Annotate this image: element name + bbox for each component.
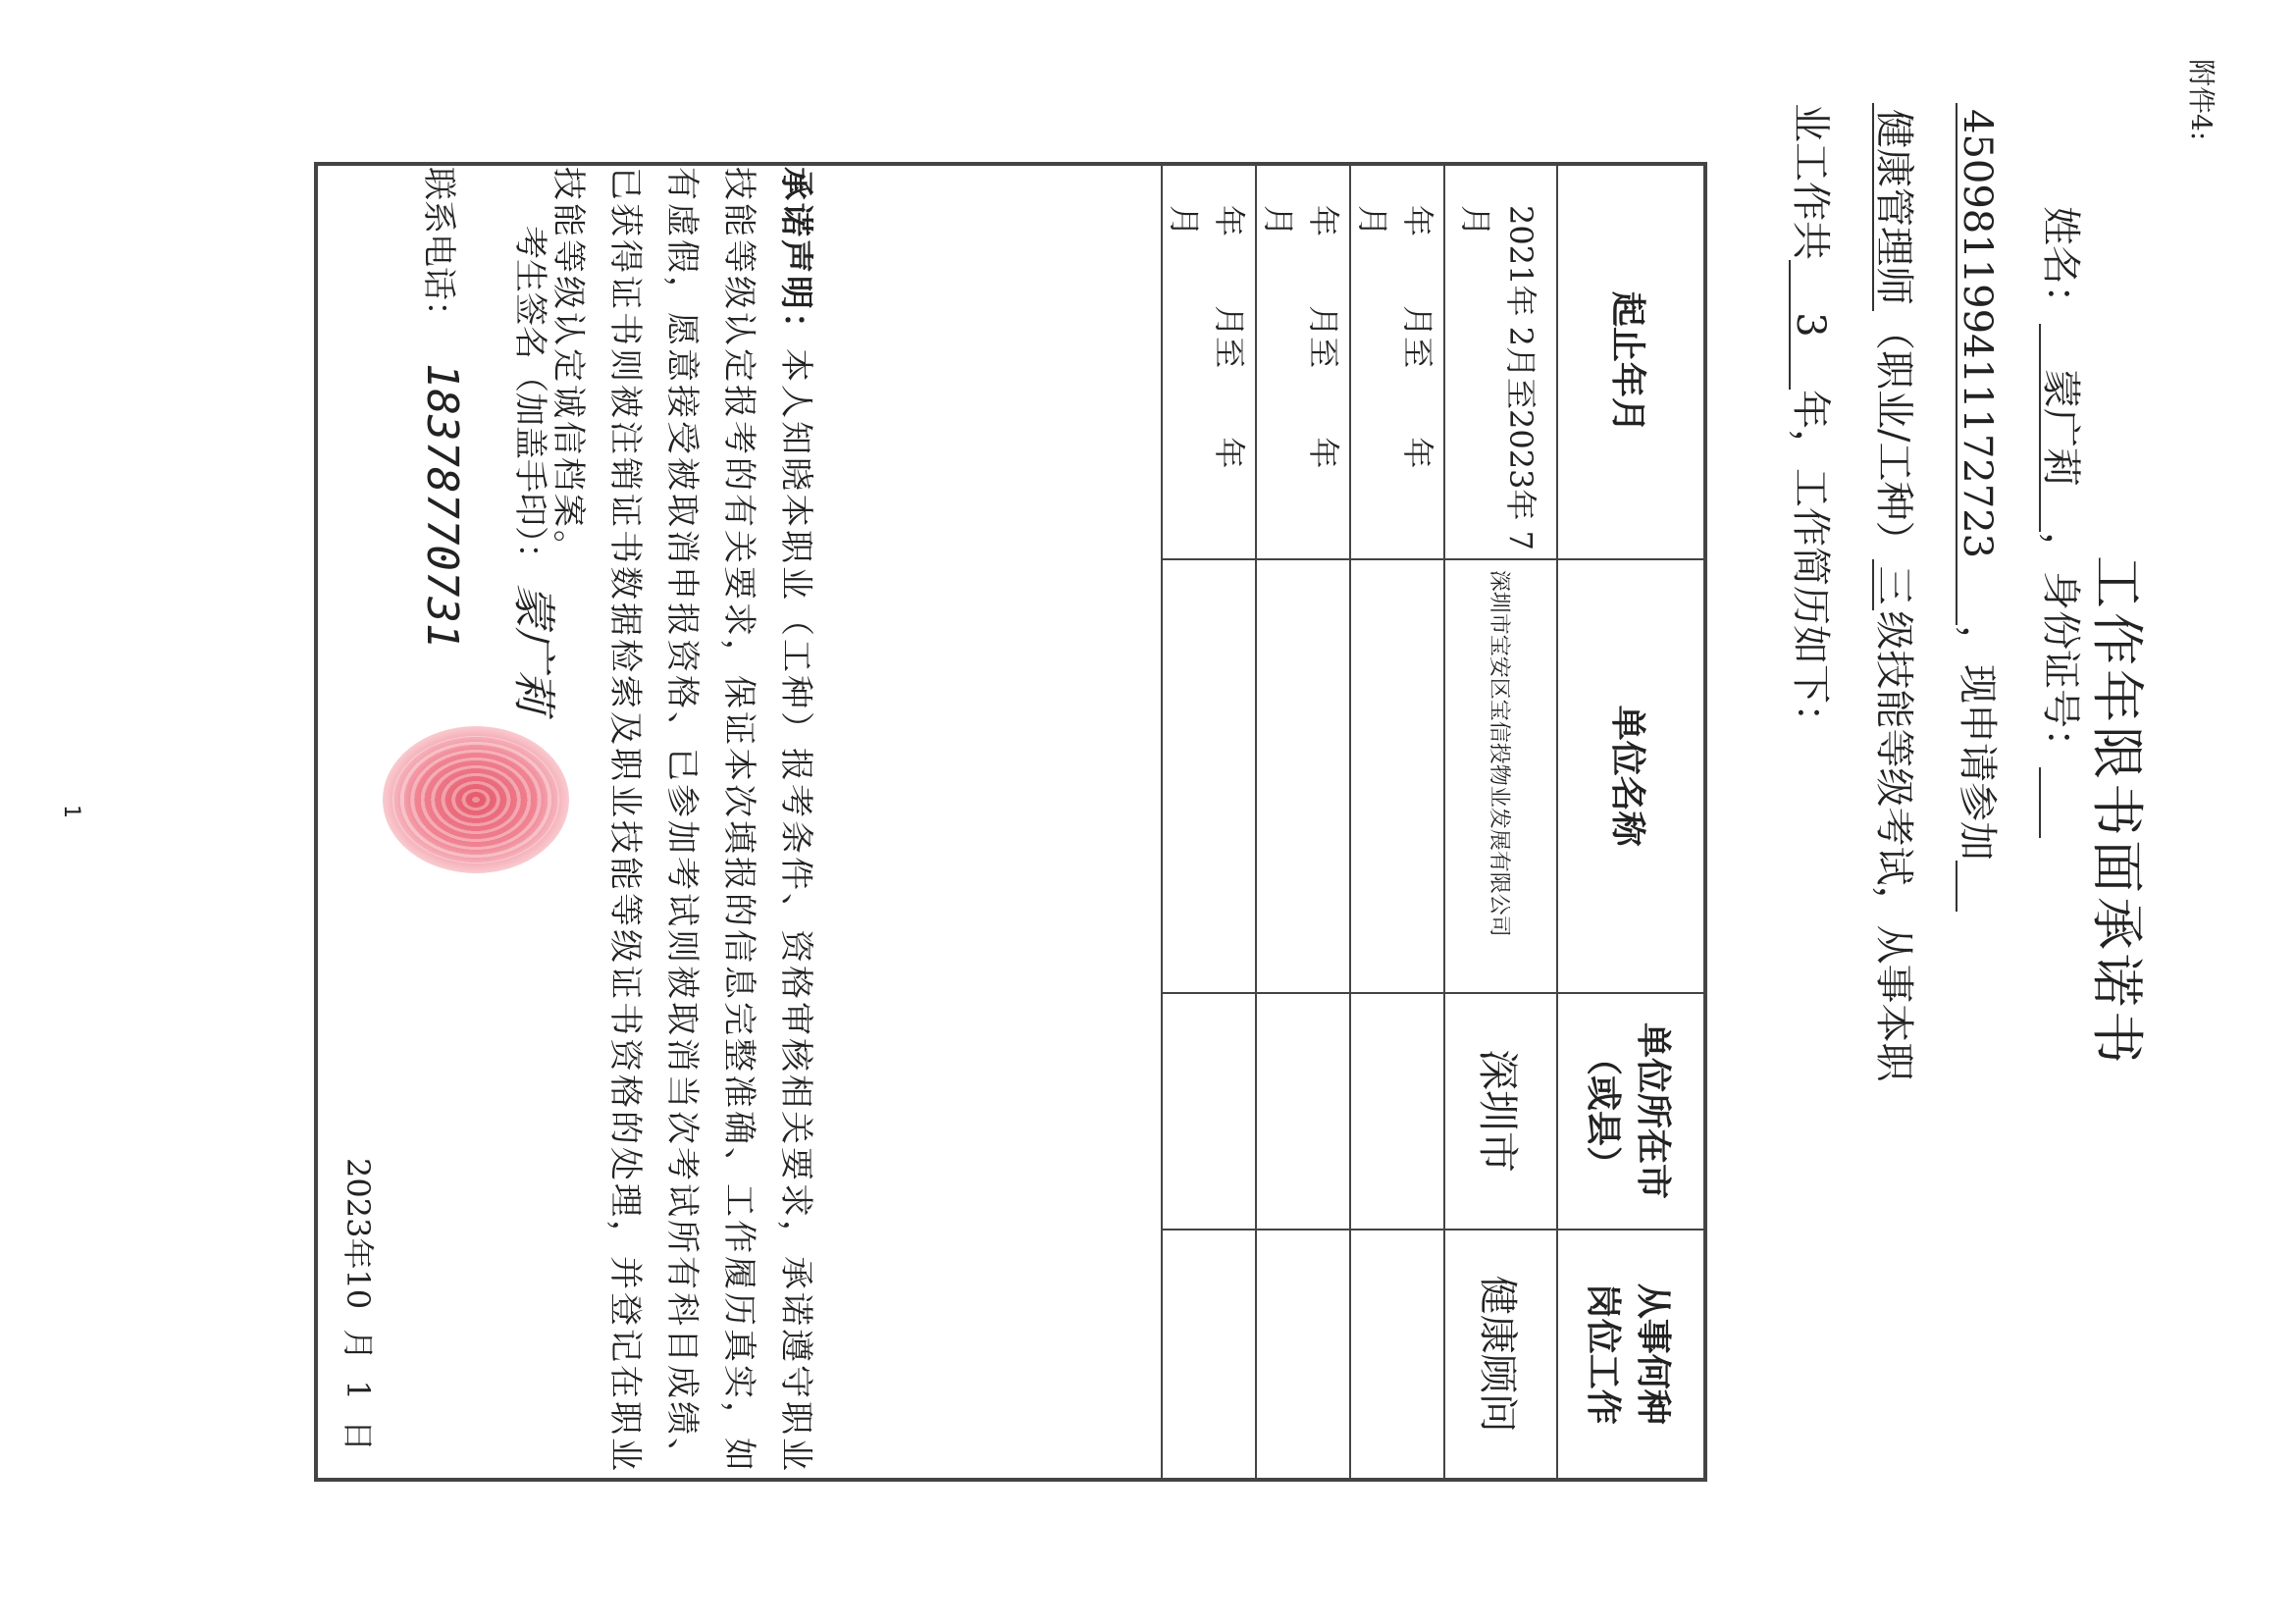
signature-value: 蒙广莉 bbox=[508, 584, 558, 713]
document-title: 工作年限书面承诺书 bbox=[2086, 555, 2148, 1068]
intro-line-3 bbox=[1871, 103, 1916, 1082]
signature-block bbox=[417, 167, 569, 713]
header-job-line2: 岗位工作 bbox=[1583, 1283, 1623, 1425]
level-value: 三 bbox=[1872, 559, 1913, 610]
declaration-heading: 承诺声明： bbox=[776, 167, 815, 348]
row-job: 健康顾问 bbox=[1444, 1230, 1557, 1479]
signature-line bbox=[506, 226, 569, 713]
row-period: 年 月至 年 月 bbox=[1350, 165, 1444, 559]
id-number-value: 450981199411172723 bbox=[1956, 103, 1997, 625]
header-location-line1: 单位所在市 bbox=[1633, 1022, 1673, 1200]
level-suffix: 级技能等级考试，从事本职 bbox=[1871, 610, 1916, 1082]
row-job bbox=[1256, 1230, 1350, 1479]
header-location bbox=[1557, 993, 1704, 1230]
table-row bbox=[1256, 165, 1350, 1479]
apply-text: ，现申请参加 bbox=[1955, 625, 2000, 861]
row-company bbox=[1162, 559, 1256, 993]
phone-line bbox=[417, 167, 467, 713]
row-period: 年 月至 年 月 bbox=[1162, 165, 1256, 559]
row-location bbox=[1256, 993, 1350, 1230]
row-period: 年 月至 年 月 bbox=[1256, 165, 1350, 559]
annex-label: 附件4: bbox=[2185, 59, 2218, 141]
table-row bbox=[1444, 165, 1557, 1479]
declaration-body: 本人知晓本职业（工种）报考条件、资格审核相关要求，承诺遵守职业技能等级认定报考的有关要求，保证本次填报的信息完整准确、工作履历真实，如有虚假，愿意接受被取消申报资格、已参加考试则被取消当次考试所有科目成绩、已获得证书则被注销证书数据检索及职业技能等级证书资格的处理，并登记在职业技能等级认定诚信档案。 bbox=[548, 167, 815, 1474]
page-number: 1 bbox=[59, 805, 83, 818]
row-job bbox=[1162, 1230, 1256, 1479]
occupation-suffix: （职业/工种） bbox=[1871, 311, 1916, 560]
phone-value: 18378770731 bbox=[417, 363, 467, 650]
table-row bbox=[1350, 165, 1444, 1479]
row-location bbox=[1350, 993, 1444, 1230]
intro-line-4 bbox=[1788, 103, 1833, 743]
work-prefix: 业工作共 bbox=[1788, 103, 1833, 260]
date-line: 2023年10 月 1 日 bbox=[339, 1158, 377, 1452]
id-label: ，身份证号： bbox=[2038, 532, 2083, 767]
header-company: 单位名称 bbox=[1557, 559, 1704, 993]
row-company: 深圳市宝安区宝信投物业发展有限公司 bbox=[1444, 559, 1557, 993]
header-location-line2: （或县） bbox=[1583, 1040, 1623, 1182]
intro-line-1 bbox=[2038, 206, 2083, 838]
name-value: 蒙广莉 bbox=[2039, 324, 2080, 532]
declaration bbox=[540, 167, 824, 1477]
row-job bbox=[1350, 1230, 1444, 1479]
header-job bbox=[1557, 1230, 1704, 1479]
intro-line-2 bbox=[1955, 103, 2000, 912]
header-job-line1: 从事何种 bbox=[1633, 1283, 1673, 1425]
row-location: 深圳市 bbox=[1444, 993, 1557, 1230]
work-suffix: 年，工作简历如下： bbox=[1788, 390, 1833, 743]
name-label: 姓名： bbox=[2038, 206, 2083, 324]
header-period: 起止年月 bbox=[1557, 165, 1704, 559]
phone-label: 联系电话： bbox=[419, 167, 458, 334]
row-location bbox=[1162, 993, 1256, 1230]
occupation-value: 健康管理师 bbox=[1872, 103, 1913, 311]
years-value: 3 bbox=[1789, 260, 1830, 390]
row-company bbox=[1256, 559, 1350, 993]
row-period: 2021年 2月至2023年 7月 bbox=[1444, 165, 1557, 559]
thumbprint-image bbox=[383, 726, 569, 873]
row-company bbox=[1350, 559, 1444, 993]
table-header-row bbox=[1557, 165, 1704, 1479]
signature-label: 考生签名（加盖手印）： bbox=[510, 226, 549, 576]
table-row bbox=[1162, 165, 1256, 1479]
